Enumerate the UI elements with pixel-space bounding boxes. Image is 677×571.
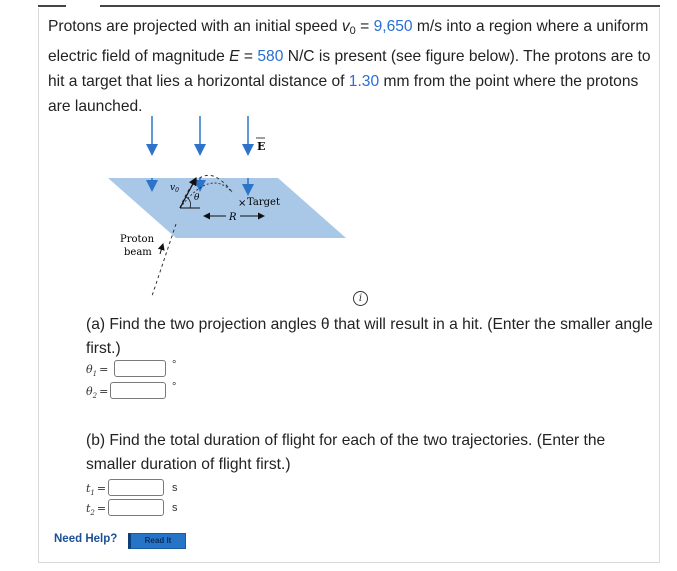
problem-text-5: N/C is present (see figure below). The protons are to hit a target that lies a horizontal distance of xyxy=(48,48,651,90)
t1-input[interactable] xyxy=(108,479,164,496)
range-label: R xyxy=(229,212,237,223)
t1-label: $t_1$ = xyxy=(86,482,107,498)
t2-label: $t_2$ = xyxy=(86,502,107,518)
beam-label-2: beam xyxy=(124,247,152,258)
theta2-row xyxy=(86,381,196,401)
read-it-button[interactable]: Read It xyxy=(128,533,186,549)
speed-symbol-sub: 0 xyxy=(349,25,356,37)
t1-unit: s xyxy=(172,482,178,494)
problem-text-6: mm from the point where the protons are launched. xyxy=(48,73,639,115)
problem-text-3: m/s into a region where a uniform electric field of magnitude xyxy=(48,18,649,65)
problem-text-1: Protons are projected with an initial speed xyxy=(48,18,342,35)
problem-statement xyxy=(48,14,653,119)
t1-row xyxy=(86,478,196,498)
problem-text-2: = xyxy=(355,18,374,35)
theta1-input[interactable] xyxy=(114,360,166,377)
t2-unit: s xyxy=(172,502,178,514)
beam-pointer-arrow xyxy=(160,244,163,254)
theta-label: θ xyxy=(194,193,200,203)
theta1-row xyxy=(86,359,196,379)
part-b-question: (b) Find the total duration of flight for each of the two trajectories. (Enter the smaller duration of flight first.) xyxy=(86,432,606,473)
t2-row xyxy=(86,498,196,518)
t2-input[interactable] xyxy=(108,499,164,516)
top-border-right xyxy=(100,5,660,7)
theta2-unit: ° xyxy=(172,381,177,393)
v0-label: $v_0$ xyxy=(170,183,179,194)
distance-value: 1.30 xyxy=(348,73,380,90)
field-symbol: E xyxy=(229,48,240,65)
speed-symbol: v xyxy=(341,18,350,35)
top-border xyxy=(38,0,660,8)
theta2-label: $\theta_2$ = xyxy=(86,385,109,401)
info-icon[interactable]: i xyxy=(353,291,368,306)
field-label: E xyxy=(257,140,266,153)
problem-text-4: = xyxy=(239,48,258,65)
theta2-input[interactable] xyxy=(110,382,166,399)
target-marker-icon: × xyxy=(238,198,247,209)
target-label: Target xyxy=(247,197,280,208)
top-border-left xyxy=(38,5,66,7)
beam-label-1: Proton xyxy=(120,234,155,245)
field-value: 580 xyxy=(257,48,284,65)
part-a-question: (a) Find the two projection angles θ that will result in a hit. (Enter the smaller angle first.) xyxy=(86,316,653,357)
theta1-label: $\theta_1$ = xyxy=(86,363,109,379)
speed-value: 9,650 xyxy=(373,18,413,35)
trajectory-figure xyxy=(100,112,390,312)
theta1-unit: ° xyxy=(172,359,177,371)
need-help-label: Need Help? xyxy=(54,533,118,545)
